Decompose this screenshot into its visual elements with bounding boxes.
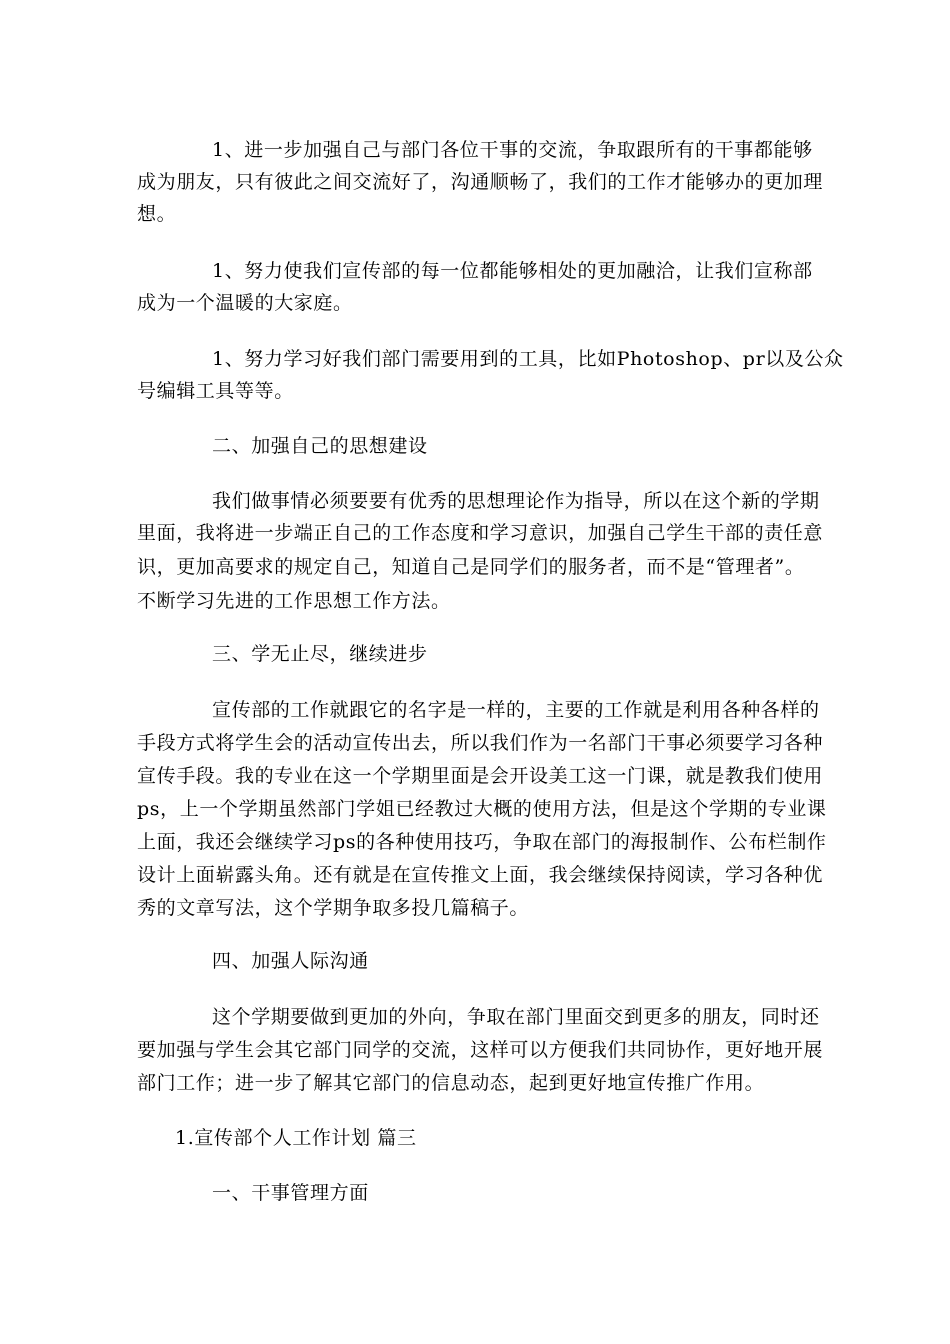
paragraph-line: 成为一个温暖的大家庭。 <box>137 292 353 314</box>
section-heading: 二、加强自己的思想建设 <box>212 435 428 457</box>
paragraph-line: 想。 <box>137 203 177 225</box>
paragraph-line: 设计上面崭露头角。还有就是在宣传推文上面，我会继续保持阅读，学习各种优 <box>137 864 824 886</box>
section-heading: 一、干事管理方面 <box>212 1182 369 1204</box>
paragraph-line: 这个学期要做到更加的外向，争取在部门里面交到更多的朋友，同时还 <box>212 1006 820 1028</box>
paragraph-line: 部门工作；进一步了解其它部门的信息动态，起到更好地宣传推广作用。 <box>137 1072 765 1094</box>
paragraph-line: 上面，我还会继续学习ps的各种使用技巧，争取在部门的海报制作、公布栏制作 <box>137 831 827 853</box>
paragraph-line: 要加强与学生会其它部门同学的交流，这样可以方便我们共同协作，更好地开展 <box>137 1039 824 1061</box>
paragraph-line: 手段方式将学生会的活动宣传出去，所以我们作为一名部门干事必须要学习各种 <box>137 732 824 754</box>
section-heading: 三、学无止尽，继续进步 <box>212 643 428 665</box>
paragraph-line: 1、努力学习好我们部门需要用到的工具，比如Photoshop、pr以及公众 <box>212 348 844 370</box>
paragraph-line: 宣传部的工作就跟它的名字是一样的，主要的工作就是利用各种各样的 <box>212 699 820 721</box>
paragraph-line: 秀的文章写法，这个学期争取多投几篇稿子。 <box>137 897 530 919</box>
paragraph-line: 我们做事情必须要要有优秀的思想理论作为指导，所以在这个新的学期 <box>212 490 820 512</box>
paragraph-line: 1、进一步加强自己与部门各位干事的交流，争取跟所有的干事都能够 <box>212 139 813 161</box>
paragraph-line: 里面，我将进一步端正自己的工作态度和学习意识，加强自己学生干部的责任意 <box>137 522 824 544</box>
paragraph-line: 成为朋友，只有彼此之间交流好了，沟通顺畅了，我们的工作才能够办的更加理 <box>137 171 824 193</box>
article-heading: 1.宣传部个人工作计划 篇三 <box>175 1127 417 1149</box>
paragraph-line: 识，更加高要求的规定自己，知道自己是同学们的服务者，而不是“管理者”。 <box>137 556 805 578</box>
paragraph-line: ps，上一个学期虽然部门学姐已经教过大概的使用方法，但是这个学期的专业课 <box>137 798 827 820</box>
paragraph-line: 号编辑工具等等。 <box>137 380 294 402</box>
paragraph-line: 宣传手段。我的专业在这一个学期里面是会开设美工这一门课，就是教我们使用 <box>137 765 824 787</box>
paragraph-line: 1、努力使我们宣传部的每一位都能够相处的更加融洽，让我们宣称部 <box>212 260 813 282</box>
paragraph-line: 不断学习先进的工作思想工作方法。 <box>137 590 451 612</box>
section-heading: 四、加强人际沟通 <box>212 950 369 972</box>
